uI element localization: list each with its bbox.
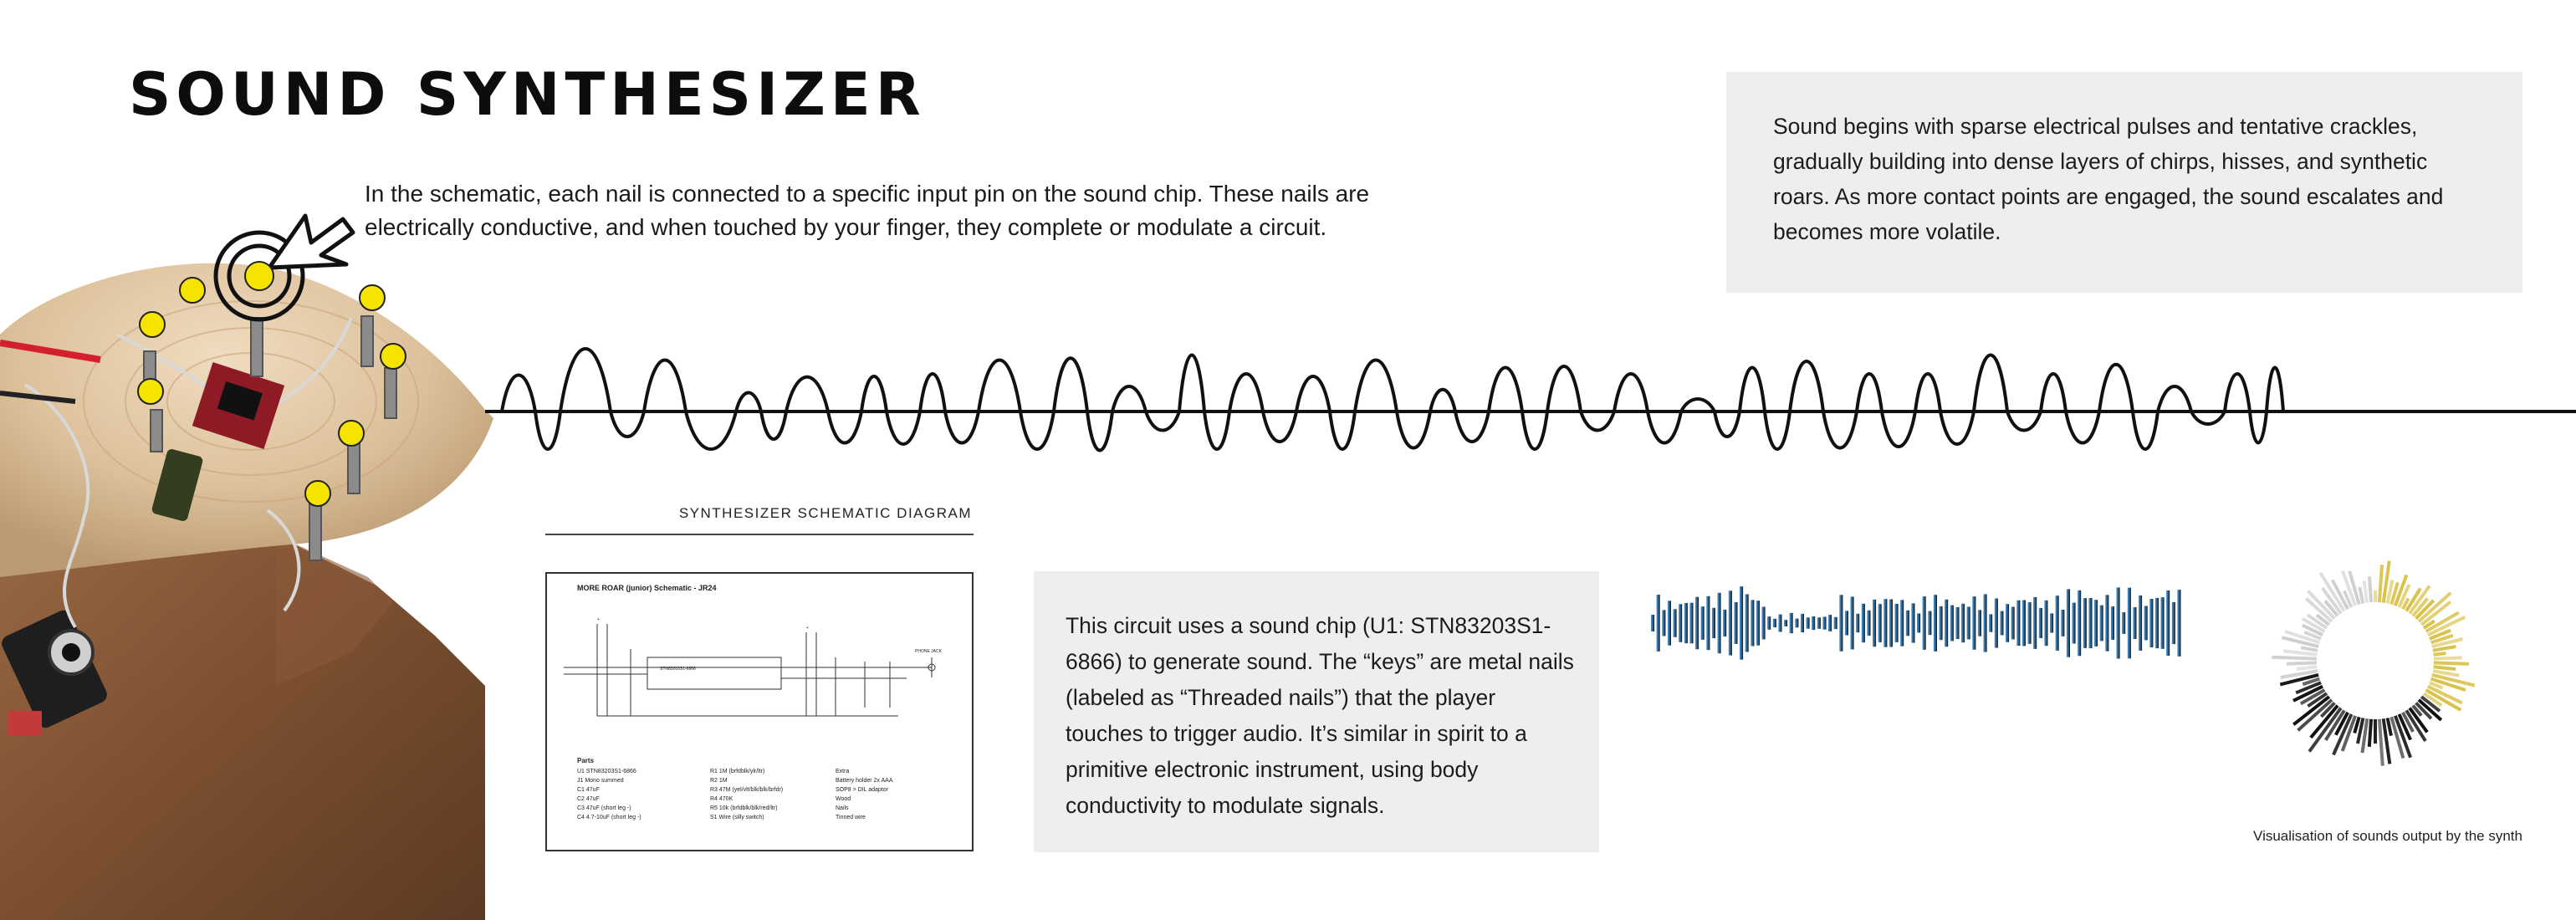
audio-bar <box>1978 610 1981 636</box>
audio-bar <box>1889 600 1893 647</box>
audio-bar <box>1923 596 1926 650</box>
audio-bar <box>2122 612 2125 634</box>
audio-bar <box>1851 596 1854 649</box>
audio-bar <box>1955 607 1959 639</box>
audio-bar <box>1734 602 1737 644</box>
audio-ring-spoke <box>2434 667 2456 669</box>
audio-bar <box>2073 603 2076 644</box>
audio-ring-spoke <box>2364 581 2368 603</box>
audio-bar <box>2011 607 2015 640</box>
audio-bar <box>1701 606 1705 640</box>
audio-ring-spoke <box>2434 657 2462 658</box>
audio-bar <box>1834 617 1837 629</box>
parts-list-item: R1 1M (brfdblk/ylr/ltr) <box>710 769 765 774</box>
audio-bar <box>1706 596 1710 650</box>
audio-bar <box>1784 620 1787 626</box>
page-title: SOUND SYNTHESIZER <box>129 60 926 129</box>
audio-bar <box>1689 603 1693 644</box>
audio-bar <box>2105 595 2108 651</box>
parts-list-item: SOP8 > DIL adaptor <box>836 787 888 793</box>
audio-bar <box>2067 589 2070 657</box>
parts-list-item: Extra <box>836 769 850 774</box>
parts-heading: Parts <box>577 757 595 764</box>
parts-list-item: R2 1M <box>710 778 728 784</box>
audio-bar <box>2033 597 2037 649</box>
audio-bar <box>2144 606 2148 641</box>
parts-list-item: C3 47uF (short leg -) <box>577 805 631 811</box>
audio-bar <box>1662 610 1665 636</box>
audio-bar <box>1674 609 1677 637</box>
audio-bar <box>2161 597 2165 649</box>
audio-bar <box>1928 611 1931 636</box>
audio-bar <box>2088 598 2092 648</box>
audio-bar <box>1718 593 1721 653</box>
audio-bar <box>1790 613 1793 633</box>
audio-bar <box>1817 617 1821 629</box>
audio-ring-spoke <box>2369 576 2371 602</box>
svg-text:STN83203S1-6866: STN83203S1-6866 <box>660 667 696 672</box>
audio-bar <box>1873 600 1876 647</box>
audio-ring-spoke <box>2287 662 2317 663</box>
audio-bar <box>1795 619 1798 628</box>
audio-bar <box>1729 590 1732 655</box>
svg-text:PHONE JACK: PHONE JACK <box>915 649 942 654</box>
audio-bar <box>2139 595 2142 651</box>
parts-list-item: Wood <box>836 796 851 802</box>
nail-marker[interactable] <box>360 285 385 310</box>
audio-bar <box>1895 604 1899 642</box>
audio-bar <box>1756 601 1760 646</box>
audio-bar <box>1684 603 1688 643</box>
nail-marker[interactable] <box>245 262 273 290</box>
audio-bar <box>2172 602 2175 644</box>
audio-bar <box>1950 606 1954 641</box>
audio-bar <box>1668 601 1671 645</box>
audio-bar <box>1867 611 1870 636</box>
audio-bar <box>1801 614 1804 632</box>
audio-ring-spoke <box>2379 565 2382 602</box>
svg-text:+: + <box>806 626 809 631</box>
audio-ring-spoke <box>2369 719 2371 747</box>
audio-bar <box>2078 590 2081 657</box>
nail-markers <box>0 0 502 585</box>
audio-bar <box>2155 598 2159 648</box>
audio-bar <box>1934 595 1937 652</box>
parts-list-item: Nails <box>836 805 849 811</box>
schematic-heading: SYNTHESIZER SCHEMATIC DIAGRAM <box>678 505 972 521</box>
audio-bar <box>1695 597 1699 650</box>
audio-bar <box>1723 610 1726 636</box>
nail-marker[interactable] <box>140 312 165 337</box>
circuit-description-text: This circuit uses a sound chip (U1: STN83203S1-6866) to generate sound. The “keys” are metal nails (labeled as “Threaded nails”) that the player touches to trigger audio. It’s similar in spirit to a primitive electronic instrument, using body conductivity to modulate signals. <box>1066 613 1574 818</box>
audio-ring-visualisation <box>2267 552 2484 769</box>
audio-bar <box>1651 615 1654 631</box>
audio-bar <box>1856 614 1859 632</box>
audio-bar <box>1862 604 1865 642</box>
audio-bar <box>1900 600 1904 646</box>
svg-text:+: + <box>597 617 600 622</box>
audio-ring-spoke <box>2297 667 2317 669</box>
schematic-title: MORE ROAR (junior) Schematic - JR24 <box>577 584 717 592</box>
audio-ring-spoke <box>2283 651 2317 654</box>
intro-text: In the schematic, each nail is connected to a specific input pin on the sound chip. These nails are electrically conductive, and when touched by your finger, they complete or modulate a circuit. <box>365 181 1370 240</box>
schematic-diagram <box>545 572 974 851</box>
parts-list-item: Battery holder 2x AAA <box>836 778 893 784</box>
audio-bar <box>2117 587 2120 658</box>
audio-bar <box>1883 599 1887 647</box>
audio-ring-spoke <box>2272 657 2317 659</box>
audio-bar <box>1940 606 1943 640</box>
parts-list-item: R3 47M (yel/vlt/blk/blk/brfdr) <box>710 787 784 793</box>
audio-ring-spoke <box>2388 718 2391 736</box>
audio-bar <box>2050 613 2053 632</box>
divider <box>545 534 974 535</box>
nail-marker[interactable] <box>180 278 205 303</box>
audio-bar <box>1773 619 1776 627</box>
audio-bar <box>2039 608 2042 638</box>
audio-bar <box>1822 616 1826 629</box>
audio-bar <box>1745 595 1749 652</box>
audio-bar <box>1972 596 1975 650</box>
audio-bar <box>1989 614 1992 631</box>
parts-list-item: S1 Wire (silly switch) <box>710 815 764 820</box>
audio-bar <box>1945 600 1948 647</box>
audio-bar <box>2133 607 2136 639</box>
parts-list-item: C4 4.7-10uF (short leg -) <box>577 815 641 820</box>
audio-bar <box>2006 604 2009 642</box>
audio-bar <box>1845 611 1848 635</box>
audio-bar <box>1917 614 1920 633</box>
audio-bar <box>1679 604 1682 642</box>
audio-bar <box>1967 607 1970 640</box>
audio-bar <box>1961 604 1965 642</box>
audio-bar <box>1984 594 1987 652</box>
audio-bars-visualisation <box>1651 569 2183 677</box>
parts-list-item: J1 Mono summed <box>577 778 624 784</box>
audio-bar <box>2166 590 2170 656</box>
audio-bar <box>1911 603 1914 642</box>
audio-bar <box>2128 588 2131 659</box>
parts-list-item: R5 10k (brfdblk/blk/red/ltr) <box>710 805 778 811</box>
waveform-line <box>485 309 2576 477</box>
audio-bar <box>2056 595 2059 651</box>
audio-bar <box>2149 599 2153 647</box>
audio-bar <box>2044 601 2047 646</box>
audio-ring-spoke <box>2359 587 2363 604</box>
audio-bar <box>1906 611 1909 636</box>
audio-ring-spoke <box>2434 662 2469 664</box>
parts-list-item: Tinned wire <box>836 815 866 820</box>
audio-bar <box>1740 586 1743 660</box>
cursor-arrow-icon <box>269 216 353 268</box>
nail-marker[interactable] <box>339 421 364 446</box>
audio-bar <box>1839 595 1843 652</box>
parts-list-item: R4 470K <box>710 796 733 802</box>
audio-bar <box>2100 606 2103 641</box>
visualisation-caption: Visualisation of sounds output by the synth <box>2253 828 2522 844</box>
nail-marker[interactable] <box>381 344 406 369</box>
audio-bar <box>1751 600 1754 646</box>
parts-list-item: U1 STN83203S1-6866 <box>577 769 636 774</box>
audio-bar <box>1712 608 1715 638</box>
audio-bar <box>1878 604 1882 642</box>
audio-bar <box>1812 616 1815 630</box>
audio-ring-spoke <box>2379 719 2383 766</box>
audio-bar <box>1828 615 1832 631</box>
audio-bar <box>2000 611 2003 636</box>
audio-bar <box>1995 599 1998 648</box>
audio-bar <box>2083 598 2087 648</box>
circuit-description-box <box>1034 571 1599 852</box>
audio-bar <box>2094 600 2098 647</box>
audio-bar <box>2028 602 2032 644</box>
audio-bar <box>2061 610 2064 636</box>
audio-bar <box>2177 590 2180 657</box>
audio-bar <box>1762 607 1766 640</box>
audio-bar <box>2016 601 2020 646</box>
audio-bar <box>2022 601 2026 647</box>
audio-bar <box>1767 616 1771 630</box>
audio-ring-spoke <box>2434 653 2446 655</box>
sound-description-box <box>1726 72 2522 293</box>
sound-description-text: Sound begins with sparse electrical pulses and tentative crackles, gradually building into dense layers of chirps, hisses, and synthetic roars. As more contact points are engaged, the sound escalates and becomes more volatile. <box>1773 114 2444 244</box>
nail-marker[interactable] <box>305 481 330 506</box>
audio-bar <box>1778 615 1781 632</box>
audio-bar <box>1657 595 1660 652</box>
audio-bar <box>1807 617 1810 628</box>
audio-bar <box>2111 606 2114 640</box>
nail-marker[interactable] <box>138 379 163 404</box>
parts-list-item: C1 47uF <box>577 787 600 793</box>
parts-list-item: C2 47uF <box>577 796 600 802</box>
audio-ring-spoke <box>2301 647 2318 651</box>
